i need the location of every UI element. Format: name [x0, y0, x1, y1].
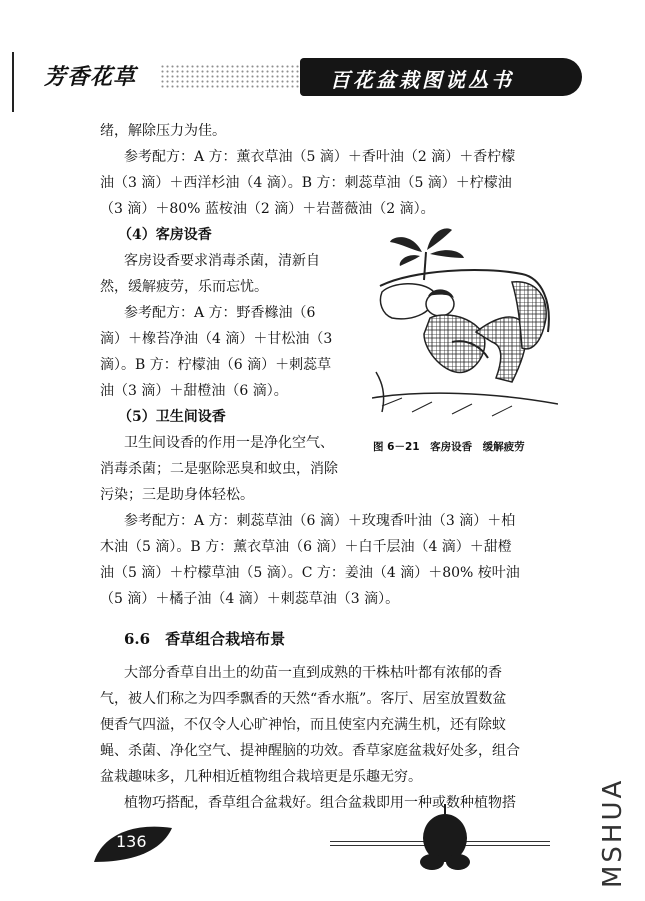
- formula-line: 滴）＋橡苔净油（4 滴）＋甘松油（3: [100, 331, 333, 347]
- section-heading-bathroom: （5）卫生间设香: [118, 409, 226, 425]
- formula-line: 油（5 滴）＋柠檬草油（5 滴）。C 方：姜油（4 滴）＋80% 桉叶油: [100, 565, 520, 581]
- section-heading-6-6: 6.6 香草组合栽培布景: [124, 630, 286, 648]
- formula-line: （3 滴）＋80% 蓝桉油（2 滴）＋岩蔷薇油（2 滴）。: [100, 201, 435, 217]
- page-number: 136: [116, 832, 147, 851]
- paragraph-line: 污染；三是助身体轻松。: [100, 487, 254, 503]
- figure-caption: 图 6－21 客房设香 缓解疲劳: [373, 441, 525, 453]
- header-dot-pattern: [160, 64, 320, 90]
- paragraph-line: 绪，解除压力为佳。: [100, 123, 226, 139]
- paragraph-line: 卫生间设香的作用一是净化空气、: [124, 435, 334, 451]
- footer-plant-ornament-icon: [400, 802, 490, 872]
- paragraph-line: 便香气四溢，不仅令人心旷神怡，而且使室内充满生机，还有除蚊: [100, 717, 506, 733]
- margin-rule: [12, 52, 14, 112]
- formula-line: 参考配方：A 方：野香橼油（6: [124, 305, 316, 321]
- paragraph-line: 盆栽趣味多，几种相近植物组合栽培更是乐趣无穷。: [100, 769, 422, 785]
- formula-line: 参考配方：A 方：薰衣草油（5 滴）＋香叶油（2 滴）＋香柠檬: [124, 149, 516, 165]
- section-heading-guest-room: （4）客房设香: [118, 227, 212, 243]
- paragraph-line: 气，被人们称之为四季飘香的天然“香水瓶”。客厅、居室放置数盆: [100, 691, 507, 707]
- paragraph-line: 消毒杀菌；二是驱除恶臭和蚊虫，消除: [100, 461, 338, 477]
- formula-line: 滴）。B 方：柠檬油（6 滴）＋刺蕊草: [100, 357, 332, 373]
- formula-line: 油（3 滴）＋甜橙油（6 滴）。: [100, 383, 288, 399]
- formula-line: 油（3 滴）＋西洋杉油（4 滴）。B 方：刺蕊草油（5 滴）＋柠檬油: [100, 175, 512, 191]
- paragraph-line: 客房设香要求消毒杀菌，清新自: [124, 253, 320, 269]
- reclining-person-illustration: [372, 222, 558, 430]
- paragraph-line: 植物巧搭配，香草组合盆栽好。组合盆栽即用一种或数种植物搭: [124, 795, 516, 811]
- book-title: 芳香花草: [44, 64, 137, 90]
- formula-line: （5 滴）＋橘子油（4 滴）＋刺蕊草油（3 滴）。: [100, 591, 400, 607]
- series-title: 百花盆栽图说丛书: [330, 68, 514, 92]
- paragraph-line: 大部分香草自出土的幼苗一直到成熟的干株枯叶都有浓郁的香: [124, 665, 502, 681]
- formula-line: 木油（5 滴）。B 方：薰衣草油（6 滴）＋白千层油（4 滴）＋甜橙: [100, 539, 512, 555]
- watermark-text: MSHUA: [598, 777, 628, 888]
- paragraph-line: 然，缓解疲劳，乐而忘忧。: [100, 279, 268, 295]
- paragraph-line: 蝇、杀菌、净化空气、提神醒脑的功效。香草家庭盆栽好处多，组合: [100, 743, 520, 759]
- formula-line: 参考配方：A 方：刺蕊草油（6 滴）＋玫瑰香叶油（3 滴）＋柏: [124, 513, 516, 529]
